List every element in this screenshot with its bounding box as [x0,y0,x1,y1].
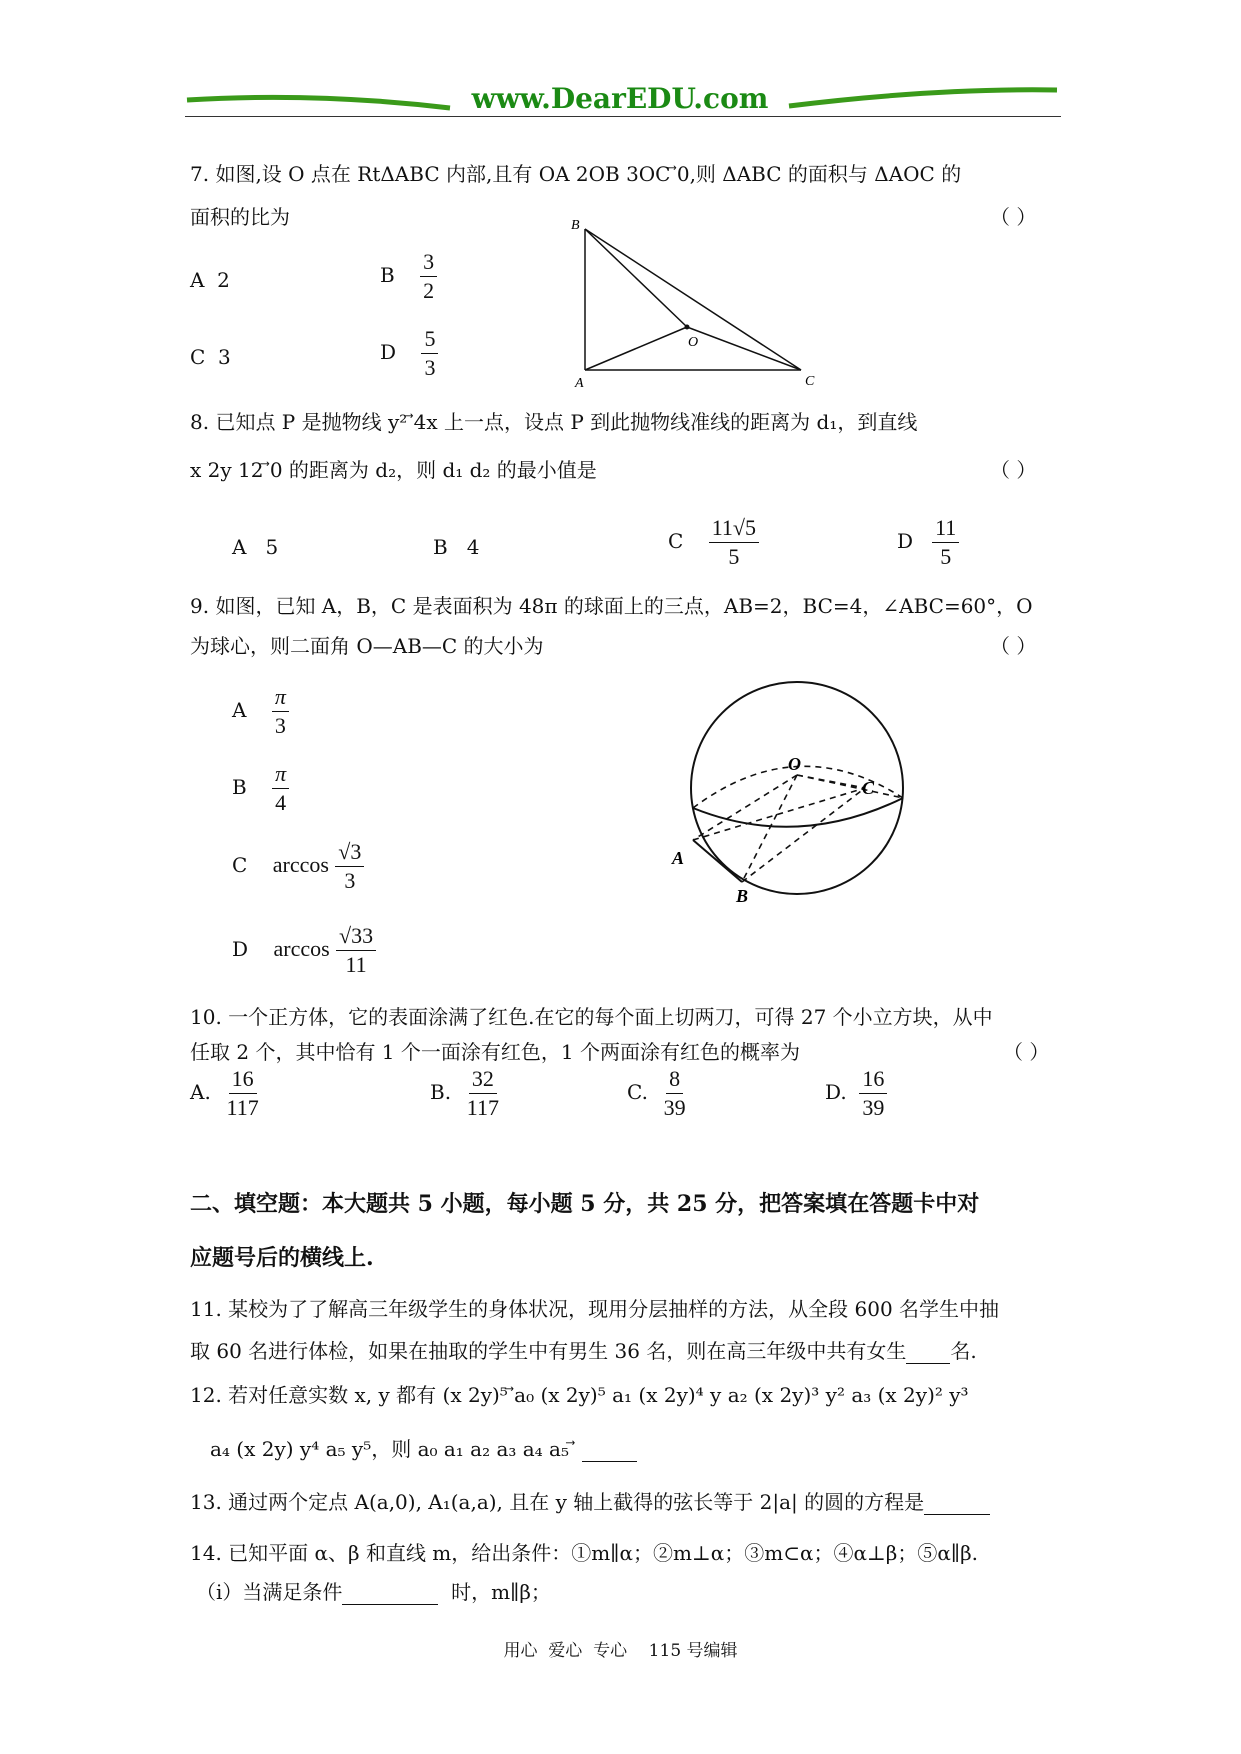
q9-option-d [232,922,376,979]
q10-option-a [190,1065,262,1122]
q8-option-b [433,535,480,559]
q8-option-d-num: 11 [932,514,959,543]
q11-line2-text: 取 60 名进行体检，如果在抽取的学生中有男生 36 名，则在高三年级中共有女生 [190,1339,907,1363]
q7-label-a: A [575,376,584,390]
q8-option-a-value: 5 [265,535,279,559]
q7-option-c-value: 3 [218,345,231,369]
header-rule [185,116,1061,117]
q9-option-c-label: C [232,853,248,877]
q8-option-c-frac [709,514,759,571]
q9-answer-paren: （ ） [990,634,1037,658]
q7-option-b-den: 2 [423,278,435,303]
q10-answer-paren: （ ） [1003,1040,1050,1064]
q10-line2: 任取 2 个，其中恰有 1 个一面涂有红色，1 个两面涂有红色的概率为 [190,1040,800,1064]
q10-option-d [825,1065,887,1122]
q11-answer-blank[interactable] [906,1339,950,1364]
header-site-name: www.DearEDU.com [471,82,769,115]
section2-heading-line2: 应题号后的横线上. [190,1245,374,1271]
q10-option-b-frac [464,1065,502,1122]
q9-option-c-num: √3 [335,838,364,867]
q9-option-c-den: 3 [344,868,356,893]
q8-option-a-label: A [232,535,247,559]
q8-option-c-label: C [668,529,684,553]
q8-option-c-den: 5 [728,544,740,569]
q8-option-d [897,514,959,571]
q9-option-a-label: A [232,698,247,722]
q8-option-c-num: 11√5 [709,514,759,543]
q9-option-b-den: 4 [275,790,287,815]
q8-option-d-frac [932,514,959,571]
q12-answer-blank[interactable] [582,1437,637,1462]
q7-option-c [190,345,231,369]
q8-answer-paren: （ ） [990,458,1037,482]
q10-option-a-den: 117 [226,1095,259,1120]
q7-label-o: O [688,335,699,350]
q9-option-b [232,760,289,817]
q11-line2-end: 名. [950,1339,977,1363]
q14-line2-pre: （i）当满足条件 [196,1580,343,1604]
header-swoosh-left [185,86,455,112]
q7-option-d [380,325,438,382]
q9-option-d-frac [336,922,376,979]
q11-line2 [190,1339,977,1364]
q10-option-d-label: D. [825,1080,847,1104]
q10-option-d-den: 39 [862,1095,885,1120]
q9-option-a [232,683,289,740]
q8-line1: 8. 已知点 P 是抛物线 y² ⃗4x 上一点，设点 P 到此抛物线准线的距离为 d₁，到直线 [190,410,918,434]
page-footer: 用心 爱心 专心 115 号编辑 [503,1641,738,1661]
q10-option-b-den: 117 [466,1095,499,1120]
q9-option-c-frac [335,838,364,895]
header-swoosh-right [785,84,1061,110]
q13-answer-blank[interactable] [924,1490,990,1515]
q14-line1: 14. 已知平面 α、β 和直线 m，给出条件：①m∥α；②m⊥α；③m⊂α；④α⊥β；⑤α∥β. [190,1541,979,1565]
q10-option-a-frac [224,1065,262,1122]
q14-line2 [196,1580,551,1605]
q11-line1: 11. 某校为了了解高三年级学生的身体状况，现用分层抽样的方法，从全段 600 名学生中抽 [190,1297,1000,1321]
q7-option-d-label: D [380,340,397,364]
q10-option-c-label: C. [627,1080,648,1104]
q13-line1-text: 13. 通过两个定点 A(a,0), A₁(a,a), 且在 y 轴上截得的弦长等于 2|a| 的圆的方程是 [190,1490,925,1514]
q7-option-b [380,248,437,305]
q10-option-d-num: 16 [859,1065,887,1094]
q10-option-a-num: 16 [229,1065,257,1094]
q7-option-a-label: A [190,268,205,292]
q10-option-d-frac [859,1065,887,1122]
q7-option-a-value: 2 [217,268,230,292]
q10-option-a-label: A. [190,1080,211,1104]
q8-option-a [232,535,278,559]
q9-option-b-frac [272,760,289,817]
q9-label-c: C [862,778,875,798]
q7-option-b-label: B [380,263,395,287]
q9-option-a-num: π [272,683,289,712]
q10-option-c-frac [661,1065,689,1122]
q7-option-a [190,268,230,292]
q9-option-d-num: √33 [336,922,376,951]
q7-option-b-frac [420,248,437,305]
q7-option-b-num: 3 [420,248,437,277]
q14-line2-post: 时，m∥β； [451,1580,551,1604]
q14-answer-blank[interactable] [342,1580,438,1605]
q7-answer-paren: （ ） [990,205,1037,229]
q12-line2 [210,1437,637,1462]
q8-option-d-den: 5 [940,544,952,569]
q7-label-b: B [571,218,580,233]
q7-option-d-den: 3 [424,355,436,380]
q9-label-a: A [672,848,685,868]
q7-option-c-label: C [190,345,206,369]
q9-option-b-label: B [232,775,247,799]
q10-option-c-den: 39 [663,1095,686,1120]
q12-line1: 12. 若对任意实数 x, y 都有 (x 2y)⁵ ⃗a₀ (x 2y)⁵ a₁ (x 2y)⁴ y a₂ (x 2y)³ y² a₃ (x 2y)² y³ [190,1383,969,1407]
q9-label-o: O [788,754,801,774]
q8-option-c [668,514,759,571]
q9-option-c-arccos: arccos [272,852,329,877]
q13-line1 [190,1490,990,1515]
q12-line2-text: a₄ (x 2y) y⁴ a₅ y⁵，则 a₀ a₁ a₂ a₃ a₄ a₅ ⃗ [210,1437,576,1461]
q9-option-b-num: π [272,760,289,789]
q7-line1: 7. 如图,设 O 点在 RtΔABC 内部,且有 OA 2OB 3OC ⃗0,则 ΔABC 的面积与 ΔAOC 的 [190,162,962,186]
header-banner [185,80,1061,120]
q10-option-c-num: 8 [666,1065,683,1094]
q9-option-a-frac [272,683,289,740]
q9-line2: 为球心，则二面角 O—AB—C 的大小为 [190,634,544,658]
q9-sphere-figure [670,670,925,910]
q8-option-b-value: 4 [466,535,480,559]
q9-option-c [232,838,364,895]
q7-option-d-num: 5 [421,325,438,354]
q7-option-d-frac [421,325,438,382]
q10-option-c [627,1065,689,1122]
q9-option-d-den: 11 [345,952,367,977]
q10-line1: 10. 一个正方体，它的表面涂满了红色.在它的每个面上切两刀，可得 27 个小立方块，从中 [190,1005,993,1029]
q9-label-b: B [736,886,749,906]
q7-label-c: C [805,374,815,389]
q9-line1: 9. 如图，已知 A，B，C 是表面积为 48π 的球面上的三点，AB=2，BC=4，∠ABC=60°，O [190,594,1033,618]
q10-option-b [430,1065,502,1122]
q9-option-a-den: 3 [274,713,286,738]
q8-line2: x 2y 12 ⃗0 的距离为 d₂，则 d₁ d₂ 的最小值是 [190,458,597,482]
q7-line2: 面积的比为 [190,205,290,229]
q9-option-d-label: D [232,937,249,961]
q8-option-d-label: D [897,529,914,553]
q10-option-b-num: 32 [469,1065,497,1094]
q9-option-d-arccos: arccos [273,936,330,961]
section2-heading-line1: 二、填空题：本大题共 5 小题，每小题 5 分，共 25 分，把答案填在答题卡中对 [190,1191,980,1217]
q7-triangle-figure [565,215,825,390]
q10-option-b-label: B. [430,1080,452,1104]
q8-option-b-label: B [433,535,448,559]
